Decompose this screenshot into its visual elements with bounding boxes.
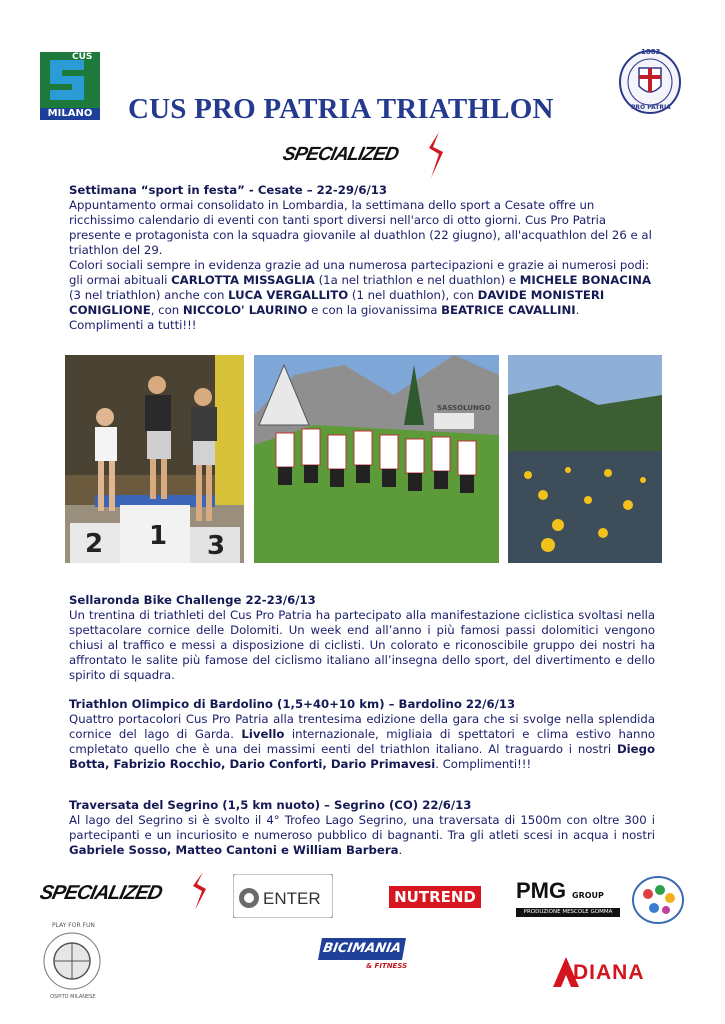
section-sport-in-festa — [69, 183, 655, 333]
podium-number-3: 3 — [207, 531, 226, 561]
section1-paragraph2 — [69, 258, 655, 333]
section3-bold-word: Livello — [241, 727, 285, 741]
section2-heading: Sellaronda Bike Challenge 22-23/6/13 — [69, 593, 316, 607]
section1-paragraph1: Appuntamento ormai consolidato in Lombardia, la settimana dello sport a Cesate offre un ricchissimo calendario di eventi con tanti sport diversi nell'arco di otto giorni. Cus Pro Patria presente e protagonista con la squadra giovanile al duathlon (22 giugno), all'acquathlon del 26 e al triathlon del 29. — [69, 198, 652, 257]
athlete-name: BEATRICE CAVALLINI — [441, 303, 576, 317]
cus-milano-logo — [40, 52, 100, 120]
section-segrino — [69, 798, 655, 858]
bicimania-logo-text: BICIMANIA — [318, 938, 406, 960]
cus-logo-bottom-text: MILANO — [47, 108, 93, 119]
athlete-name: LUCA VERGALLITO — [228, 288, 349, 302]
section1-text: (1a nel triathlon e nel duathlon) e — [314, 273, 520, 287]
specialized-s-icon — [423, 130, 447, 180]
round-club-logo — [632, 876, 684, 924]
enter-logo — [233, 874, 333, 918]
enter-logo-text: ENTER — [263, 889, 321, 908]
bicimania-logo — [320, 934, 408, 980]
section1-text: (3 nel triathlon) anche con — [69, 288, 229, 302]
section2-body: Un trentina di triathleti del Cus Pro Patria ha partecipato alla manifestazione ciclistica svoltasi nella spettacolare cornice delle Dolomiti. Un week end all’anno i più famosi passi dolomitici vengono chiusi al traffico e messi a disposizione di ciclisti. Un colorato e riconoscibile gruppo dei nostri ha affrontato le salite più famose del ciclismo italiano all’insegna dello sport, del divertimento e dello spirito di squadra. — [69, 608, 655, 682]
nutrend-logo — [389, 886, 481, 908]
section1-text: . Complimenti a tutti!!! — [69, 303, 580, 332]
sassolungo-sign: SASSOLUNGO — [437, 404, 491, 412]
section3-body — [69, 712, 655, 772]
section3-names: Diego Botta, Fabrizio Rocchio, Dario Conforti, Dario Primavesi — [69, 742, 655, 771]
podium-number-2: 2 — [85, 529, 104, 559]
section-sellaronda — [69, 593, 655, 683]
section4-heading: Traversata del Segrino (1,5 km nuoto) – Segrino (CO) 22/6/13 — [69, 798, 472, 812]
athlete-name: DAVIDE MONISTERI CONIGLIONE — [69, 288, 605, 317]
specialized-footer-text: SPECIALIZED — [37, 882, 164, 904]
bicimania-sub-text: & FITNESS — [366, 962, 408, 970]
cyclists-group-photo — [254, 355, 499, 563]
specialized-footer-logo — [37, 870, 215, 912]
diana-logo-text: DIANA — [573, 961, 645, 984]
podium-number-1: 1 — [149, 521, 168, 551]
diana-logo — [551, 955, 687, 989]
section1-text: e con la giovanissima — [307, 303, 442, 317]
crest-name: PRO PATRIA — [631, 104, 671, 111]
pmg-group-text: GROUP — [572, 891, 604, 900]
cus-logo-top-text: CUS — [72, 52, 93, 62]
section1-heading: Settimana “sport in festa” - Cesate – 22-29/6/13 — [69, 183, 387, 197]
page-title: CUS PRO PATRIA TRIATHLON — [128, 93, 554, 125]
pro-patria-crest — [617, 46, 683, 116]
section4-text: Al lago del Segrino si è svolto il 4° Trofeo Lago Segrino, una traversata di 1500m con oltre 300 i partecipanti e un incuriosito e numeroso pubblico di bagnanti. Tra gli atleti scesi in acqua i nostri — [69, 813, 655, 842]
nutrend-logo-text: NUTREND — [394, 888, 476, 906]
play-for-fun-text: PLAY FOR FUN — [52, 922, 95, 929]
athlete-name: CARLOTTA MISSAGLIA — [171, 273, 315, 287]
section3-text: . Complimenti!!! — [435, 757, 532, 771]
section4-text: . — [398, 843, 403, 857]
pmg-sub-text: PRODUZIONE MESCOLE GOMMA — [516, 908, 620, 917]
section3-text: internazionale, migliaia di spettatori e clima estivo hanno cmpletato quello che è una dei massimi eenti del triathlon italiano. Al traguardo i nostri — [69, 727, 655, 756]
section-bardolino — [69, 697, 655, 772]
crest-year: 1883 — [641, 48, 661, 56]
specialized-header-text: SPECIALIZED — [280, 144, 400, 165]
section1-text: Colori sociali sempre in evidenza grazie ad una numerosa partecipazioni e grazie ai numerosi podi: gli ormai abituali — [69, 258, 650, 287]
specialized-header-logo — [280, 130, 453, 180]
pmg-logo — [516, 878, 620, 922]
play-for-fun-sub-text: OSPITO MILANESE — [50, 994, 96, 1000]
section1-text: (1 nel duathlon), con — [348, 288, 478, 302]
athlete-name: MICHELE BONACINA — [519, 273, 651, 287]
podium-photo — [65, 355, 244, 563]
section4-names: Gabriele Sosso, Matteo Cantoni e William Barbera — [69, 843, 399, 857]
section3-heading: Triathlon Olimpico di Bardolino (1,5+40+10 km) – Bardolino 22/6/13 — [69, 697, 516, 711]
section1-text: , con — [150, 303, 183, 317]
pmg-logo-text: PMG — [516, 878, 567, 903]
swimming-race-photo — [508, 355, 662, 563]
section3-text: Quattro portacolori Cus Pro Patria alla trentesima edizione della gara che si svolge nella splendida cornice del lago di Garda. — [69, 712, 655, 741]
play-for-fun-logo — [42, 918, 102, 1004]
section4-body — [69, 813, 655, 858]
specialized-footer-s-icon — [188, 870, 210, 912]
athlete-name: NICCOLO' LAURINO — [182, 303, 308, 317]
